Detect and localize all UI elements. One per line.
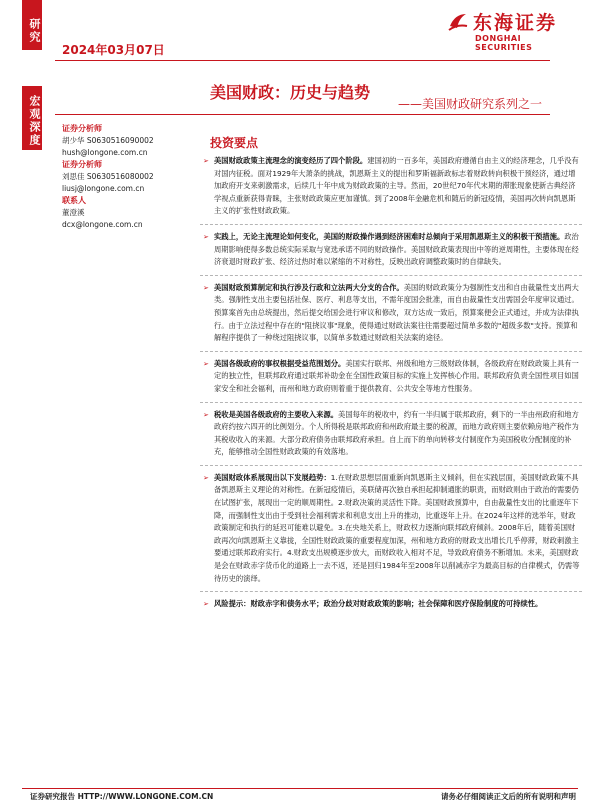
header-divider — [55, 60, 550, 61]
key-point — [200, 282, 582, 345]
key-point-lead: 税收是美国各级政府的主要收入来源。 — [214, 409, 339, 419]
key-point-body: 美国每年的税收中，约有一半归属于联邦政府，剩下的一半由州政府和地方政府约按六四开的比例划分。个人所得税是联邦政府和州政府最主要的税源，而地方政府则主要依赖房地产税作为其税收收入的来源。大部分政府债务由联邦政府承担。自上而下的单向转移支付制度作为美国税收分配制度的补充，能够推动全国性财政政策的有效落地。 — [214, 409, 579, 457]
dashed-divider — [200, 224, 582, 225]
key-point-lead: 美国财政体系展现出以下发展趋势： — [214, 472, 331, 482]
contact-block — [62, 195, 192, 231]
arrow-bullet-icon: ➢ — [203, 410, 209, 419]
analyst-block — [62, 159, 192, 195]
arrow-bullet-icon: ➢ — [203, 283, 209, 292]
key-point-body: 政治周期影响使得多数总统实际采取与宽选承诺不同的财政操作。美国财政政策表现出中等的逆周期性，主要体现在经济衰退时财政扩张、经济过热时难以紧缩的不对称性，反映出政府调整政策时的自律缺失。 — [214, 231, 579, 267]
risk-warning-text: 风险提示：财政赤字和债务水平；政治分歧对财政政策的影响；社会保障和医疗保险制度的可持续性。 — [214, 599, 543, 609]
key-point-body: 美国实行联邦、州级和地方三级财政体制，各级政府在财政政策上具有一定的独立性，但联邦政府通过联邦补助金在全国性政策目标的实施上发挥核心作用。联邦政府负责全国性项目如国家安全和社会福利，而州和地方政府则着重于提供教育、公共安全等地方性服务。 — [214, 358, 579, 393]
logo-text-cn: 东海证券 — [473, 12, 558, 34]
footer-disclaimer: 请务必仔细阅读正文后的所有说明和声明 — [441, 792, 576, 800]
key-point-lead: 实践上，无论主流理论如何变化，美国的财政操作遇到经济困难时总倾向于采用凯恩斯主义的积极干预措施。 — [214, 231, 565, 241]
key-point-lead: 美国财政政策主流理念的演变经历了四个阶段。 — [214, 156, 368, 165]
dashed-divider — [200, 275, 582, 276]
key-point-body: 建国初的一百多年，美国政府遵循自由主义的经济理念，几乎没有对国内征税。面对1929年大萧条的挑战，凯恩斯主义的提出和罗斯福新政标志着财政转向积极干预经济，通过增加政府开支来刺激需求，后续几十年中成为财政政策的主导。然而，20世纪70年代末期的滞胀现象使新古典经济学视点重新获得青睐，主张财政政策应更加谨慎。到了2008年金融危机和随后的新冠疫情，美国再次转向凯恩斯主义的扩张性财政政策。 — [214, 156, 579, 216]
company-logo — [447, 8, 577, 50]
dashed-divider — [200, 465, 582, 466]
arrow-bullet-icon: ➢ — [203, 473, 209, 482]
logo-mark-icon — [447, 10, 469, 32]
arrow-bullet-icon: ➢ — [203, 600, 209, 609]
analyst-block — [62, 123, 192, 159]
report-title: 美国财政：历史与趋势 — [210, 83, 371, 102]
side-tab-category: 宏观深度 — [22, 86, 42, 150]
analyst-name-id: 刘思佳 S0630516080002 — [62, 172, 154, 181]
risk-warning — [200, 598, 582, 611]
analyst-role: 证券分析师 — [62, 160, 102, 169]
logo-text-en: DONGHAI SECURITIES — [475, 34, 533, 52]
analyst-email[interactable]: hush@longone.com.cn — [62, 148, 148, 157]
key-point-body: 美国的财政政策分为强制性支出和自由裁量性支出两大类。强制性支出主要包括社保、医疗、利息等支出，不需年度国会批准，而自由裁量性支出需国会年度审议通过。预算案首先由总统提出，然后提交给国会进行审议和修改，双方达成一致后，预算案便会正式通过，并成为法律执行。由于立法过程中存在的"阻挠议事"现象，使得通过财政法案往往需要超过简单多数的"超级多数"支持。预算和解程序提供了一种绕过阻挠议事，以简单多数通过财政相关法案的途径。 — [214, 282, 579, 343]
key-point — [200, 409, 582, 459]
key-point-lead: 美国财政预算制定和执行涉及行政和立法两大分支的合作。 — [214, 282, 404, 292]
side-tab-research: 研究 — [22, 0, 42, 50]
analyst-panel — [62, 123, 192, 231]
key-point-body: 1.在财政思想层面重新向凯恩斯主义倾斜，但在实践层面，美国财政政策不具备凯恩斯主义理论的对称性。在新冠疫情后，美联储再次独自承担起抑制通胀的职责，而财政则由于政治的需要仍在试图扩张，展现出一定的顺周期性。2.财政决策的灵活性下降。美国财政预算中，自由裁量性支出的比重逐年下降，而强制性支出由于受到社会福利需求和利息支出上升的推动，比重逐年上升。在2024年这样的选举年，财政政策制定和执行的延迟可能难以避免。3.在央地关系上，财政权力逐渐向联邦政府倾斜。2008年后，随着美国财政再次向凯恩斯主义靠拢，全国性财政政策的重要程度加深，州和地方政府的财政支出增长几乎停滞，财政刺激主要通过联邦政府实行。4.财政支出规模逐步放大，而财政收入相对不足，导致政府债务不断增加。未来，美国财政是会在财政赤字货币化的道路上一去不返，还是回归1984年至2008年以削减赤字为最高目标的自律模式，仍需等待历史的演绎。 — [214, 472, 580, 583]
key-point-lead: 美国各级政府的事权根据受益范围划分。 — [214, 358, 346, 368]
arrow-bullet-icon: ➢ — [203, 157, 209, 165]
key-point — [200, 231, 582, 269]
key-point — [200, 155, 582, 218]
contact-name: 董澄溪 — [62, 208, 85, 217]
key-points-list — [200, 155, 582, 611]
analyst-name-id: 胡少华 S0630516090002 — [62, 136, 154, 145]
dashed-divider — [200, 402, 582, 403]
contact-role: 联系人 — [62, 196, 86, 205]
report-date: 2024年03月07日 — [62, 43, 165, 57]
arrow-bullet-icon: ➢ — [203, 232, 209, 241]
section-title-key-points: 投资要点 — [210, 136, 259, 150]
dashed-divider — [200, 591, 582, 592]
arrow-bullet-icon: ➢ — [203, 359, 209, 368]
analyst-email[interactable]: liusj@longone.com.cn — [62, 184, 145, 193]
footer-website[interactable]: 证券研究报告 HTTP://WWW.LONGONE.COM.CN — [30, 792, 214, 800]
footer-divider — [22, 788, 578, 789]
dashed-divider — [200, 351, 582, 352]
analyst-role: 证券分析师 — [62, 124, 102, 133]
key-point — [200, 472, 582, 585]
key-point — [200, 358, 582, 396]
contact-email[interactable]: dcx@longone.com.cn — [62, 220, 143, 229]
title-divider — [55, 114, 550, 115]
report-subtitle: ——美国财政研究系列之一 — [398, 97, 543, 111]
